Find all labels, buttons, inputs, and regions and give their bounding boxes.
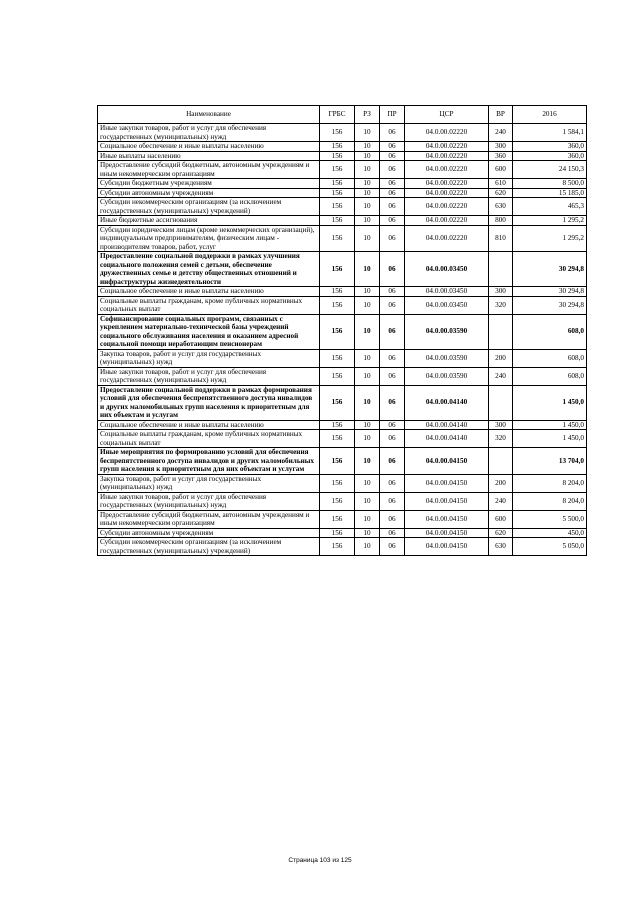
- table-row: [98, 216, 587, 226]
- cell-vr: 300: [489, 420, 513, 430]
- cell-grbs: 156: [320, 314, 355, 349]
- cell-vr: 240: [489, 124, 513, 142]
- cell-pr: 06: [380, 252, 405, 287]
- table-row: [98, 474, 587, 492]
- header-rz: РЗ: [355, 106, 380, 124]
- cell-name: Иные выплаты населению: [98, 151, 320, 161]
- cell-csr: 04.0.00.02220: [405, 151, 489, 161]
- cell-vr: 610: [489, 179, 513, 189]
- cell-vr: 320: [489, 430, 513, 448]
- table-row: [98, 151, 587, 161]
- cell-val: 8 204,0: [513, 492, 587, 510]
- cell-val: 15 185,0: [513, 188, 587, 198]
- cell-csr: 04.0.00.02220: [405, 216, 489, 226]
- cell-rz: 10: [355, 151, 380, 161]
- cell-name: Предоставление социальной поддержки в рамках формирования условий для обеспечения беспрепятственного доступа инвалидов и других маломобильных групп населения к приоритетным для них объектам и услугам: [98, 385, 320, 420]
- cell-csr: 04.0.00.02220: [405, 188, 489, 198]
- cell-vr: 320: [489, 296, 513, 314]
- cell-vr: [489, 252, 513, 287]
- cell-vr: 620: [489, 188, 513, 198]
- cell-rz: 10: [355, 430, 380, 448]
- table-row: [98, 385, 587, 420]
- cell-csr: 04.0.00.02220: [405, 142, 489, 152]
- cell-rz: 10: [355, 216, 380, 226]
- cell-val: 608,0: [513, 349, 587, 367]
- cell-pr: 06: [380, 420, 405, 430]
- table-row: [98, 225, 587, 252]
- header-csr: ЦСР: [405, 106, 489, 124]
- cell-csr: 04.0.00.04140: [405, 385, 489, 420]
- cell-rz: 10: [355, 538, 380, 556]
- cell-rz: 10: [355, 510, 380, 528]
- cell-name: Закупка товаров, работ и услуг для государственных (муниципальных) нужд: [98, 474, 320, 492]
- cell-rz: 10: [355, 225, 380, 252]
- cell-csr: 04.0.00.04150: [405, 492, 489, 510]
- cell-name: Предоставление социальной поддержки в рамках улучшения социального положения семей с детьми, обеспечение дружественных семье и детству общественных отношений и инфраструктуры жизнедеятельности: [98, 252, 320, 287]
- cell-val: 13 704,0: [513, 448, 587, 475]
- cell-rz: 10: [355, 528, 380, 538]
- cell-csr: 04.0.00.03590: [405, 314, 489, 349]
- cell-rz: 10: [355, 198, 380, 216]
- cell-name: Иные мероприятия по формированию условий для обеспечения беспрепятственного доступа инвалидов и других маломобильных групп населения к приоритетным для них объектам и услугам: [98, 448, 320, 475]
- cell-val: 1 295,2: [513, 216, 587, 226]
- cell-vr: 240: [489, 492, 513, 510]
- cell-grbs: 156: [320, 151, 355, 161]
- cell-csr: 04.0.00.02220: [405, 225, 489, 252]
- cell-name: Предоставление субсидий бюджетным, автономным учреждениям и иным некоммерческим организациям: [98, 161, 320, 179]
- cell-csr: 04.0.00.03590: [405, 349, 489, 367]
- cell-pr: 06: [380, 225, 405, 252]
- cell-vr: 360: [489, 151, 513, 161]
- cell-vr: 300: [489, 142, 513, 152]
- cell-grbs: 156: [320, 385, 355, 420]
- cell-grbs: 156: [320, 492, 355, 510]
- cell-grbs: 156: [320, 367, 355, 385]
- cell-grbs: 156: [320, 124, 355, 142]
- cell-csr: 04.0.00.02220: [405, 198, 489, 216]
- cell-vr: 630: [489, 538, 513, 556]
- cell-vr: 620: [489, 528, 513, 538]
- cell-name: Субсидии бюджетным учреждениям: [98, 179, 320, 189]
- cell-val: 30 294,8: [513, 252, 587, 287]
- table-row: [98, 188, 587, 198]
- cell-name: Субсидии некоммерческим организациям (за исключением государственных (муниципальных) учреждений): [98, 198, 320, 216]
- table-row: [98, 430, 587, 448]
- cell-grbs: 156: [320, 142, 355, 152]
- table-row: [98, 252, 587, 287]
- cell-rz: 10: [355, 420, 380, 430]
- cell-val: 608,0: [513, 314, 587, 349]
- cell-val: 5 050,0: [513, 538, 587, 556]
- cell-val: 465,3: [513, 198, 587, 216]
- header-name: Наименование: [98, 106, 320, 124]
- cell-pr: 06: [380, 124, 405, 142]
- cell-val: 1 584,1: [513, 124, 587, 142]
- cell-grbs: 156: [320, 287, 355, 297]
- cell-csr: 04.0.00.03450: [405, 287, 489, 297]
- cell-val: 30 294,8: [513, 287, 587, 297]
- cell-grbs: 156: [320, 225, 355, 252]
- cell-pr: 06: [380, 161, 405, 179]
- cell-vr: 600: [489, 510, 513, 528]
- cell-rz: 10: [355, 314, 380, 349]
- cell-rz: 10: [355, 124, 380, 142]
- cell-grbs: 156: [320, 179, 355, 189]
- cell-pr: 06: [380, 198, 405, 216]
- cell-grbs: 156: [320, 474, 355, 492]
- cell-vr: 300: [489, 287, 513, 297]
- cell-pr: 06: [380, 287, 405, 297]
- cell-val: 1 450,0: [513, 385, 587, 420]
- cell-pr: 06: [380, 430, 405, 448]
- cell-grbs: 156: [320, 538, 355, 556]
- cell-pr: 06: [380, 349, 405, 367]
- cell-csr: 04.0.00.02220: [405, 161, 489, 179]
- cell-vr: 800: [489, 216, 513, 226]
- cell-name: Субсидии юридическим лицам (кроме некоммерческих организаций), индивидуальным предпринимателям, физическим лицам - производителям товаров, работ, услуг: [98, 225, 320, 252]
- cell-grbs: 156: [320, 161, 355, 179]
- cell-csr: 04.0.00.03590: [405, 367, 489, 385]
- page-footer: Страница 103 из 125: [288, 857, 352, 864]
- cell-grbs: 156: [320, 528, 355, 538]
- cell-vr: 200: [489, 474, 513, 492]
- cell-pr: 06: [380, 538, 405, 556]
- cell-pr: 06: [380, 314, 405, 349]
- cell-name: Социальные выплаты гражданам, кроме публичных нормативных социальных выплат: [98, 296, 320, 314]
- cell-name: Закупка товаров, работ и услуг для государственных (муниципальных) нужд: [98, 349, 320, 367]
- cell-pr: 06: [380, 385, 405, 420]
- table-row: [98, 161, 587, 179]
- header-vr: ВР: [489, 106, 513, 124]
- cell-vr: 200: [489, 349, 513, 367]
- table-row: [98, 314, 587, 349]
- cell-csr: 04.0.00.03450: [405, 252, 489, 287]
- cell-val: 1 450,0: [513, 430, 587, 448]
- table-row: [98, 448, 587, 475]
- cell-val: 450,0: [513, 528, 587, 538]
- cell-rz: 10: [355, 287, 380, 297]
- cell-name: Социальное обеспечение и иные выплаты населению: [98, 420, 320, 430]
- cell-name: Социальные выплаты гражданам, кроме публичных нормативных социальных выплат: [98, 430, 320, 448]
- cell-csr: 04.0.00.02220: [405, 124, 489, 142]
- cell-val: 360,0: [513, 151, 587, 161]
- cell-pr: 06: [380, 474, 405, 492]
- cell-rz: 10: [355, 492, 380, 510]
- cell-grbs: 156: [320, 216, 355, 226]
- table-row: [98, 179, 587, 189]
- table-row: [98, 349, 587, 367]
- cell-rz: 10: [355, 252, 380, 287]
- cell-val: 24 150,3: [513, 161, 587, 179]
- cell-val: 5 500,0: [513, 510, 587, 528]
- cell-pr: 06: [380, 142, 405, 152]
- cell-pr: 06: [380, 528, 405, 538]
- table-row: [98, 142, 587, 152]
- cell-rz: 10: [355, 367, 380, 385]
- table-row: [98, 287, 587, 297]
- cell-name: Иные закупки товаров, работ и услуг для обеспечения государственных (муниципальных) нужд: [98, 367, 320, 385]
- table-body: [98, 124, 587, 556]
- cell-val: 8 500,0: [513, 179, 587, 189]
- cell-vr: 810: [489, 225, 513, 252]
- cell-grbs: 156: [320, 252, 355, 287]
- cell-val: 608,0: [513, 367, 587, 385]
- cell-pr: 06: [380, 296, 405, 314]
- cell-vr: 630: [489, 198, 513, 216]
- cell-rz: 10: [355, 188, 380, 198]
- cell-csr: 04.0.00.04140: [405, 420, 489, 430]
- table-header-row: [98, 106, 587, 124]
- cell-name: Субсидии автономным учреждениям: [98, 188, 320, 198]
- cell-rz: 10: [355, 474, 380, 492]
- cell-name: Иные закупки товаров, работ и услуг для обеспечения государственных (муниципальных) нужд: [98, 492, 320, 510]
- cell-grbs: 156: [320, 198, 355, 216]
- header-year: 2016: [513, 106, 587, 124]
- cell-csr: 04.0.00.04150: [405, 448, 489, 475]
- table-row: [98, 124, 587, 142]
- cell-vr: [489, 314, 513, 349]
- cell-name: Иные бюджетные ассигнования: [98, 216, 320, 226]
- cell-pr: 06: [380, 151, 405, 161]
- header-grbs: ГРБС: [320, 106, 355, 124]
- budget-table: [97, 105, 587, 556]
- cell-grbs: 156: [320, 448, 355, 475]
- cell-pr: 06: [380, 448, 405, 475]
- cell-pr: 06: [380, 510, 405, 528]
- cell-pr: 06: [380, 179, 405, 189]
- cell-pr: 06: [380, 188, 405, 198]
- cell-rz: 10: [355, 448, 380, 475]
- cell-rz: 10: [355, 142, 380, 152]
- cell-grbs: 156: [320, 188, 355, 198]
- cell-rz: 10: [355, 179, 380, 189]
- cell-grbs: 156: [320, 349, 355, 367]
- cell-name: Субсидии некоммерческим организациям (за исключением государственных (муниципальных) учреждений): [98, 538, 320, 556]
- table-row: [98, 538, 587, 556]
- cell-val: 360,0: [513, 142, 587, 152]
- cell-val: 1 450,0: [513, 420, 587, 430]
- table-row: [98, 296, 587, 314]
- cell-rz: 10: [355, 349, 380, 367]
- cell-name: Социальное обеспечение и иные выплаты населению: [98, 142, 320, 152]
- cell-grbs: 156: [320, 296, 355, 314]
- cell-csr: 04.0.00.02220: [405, 179, 489, 189]
- cell-val: 8 204,0: [513, 474, 587, 492]
- table-row: [98, 492, 587, 510]
- cell-csr: 04.0.00.03450: [405, 296, 489, 314]
- table-row: [98, 420, 587, 430]
- cell-csr: 04.0.00.04140: [405, 430, 489, 448]
- cell-rz: 10: [355, 161, 380, 179]
- cell-grbs: 156: [320, 510, 355, 528]
- cell-name: Субсидии автономным учреждениям: [98, 528, 320, 538]
- cell-csr: 04.0.00.04150: [405, 474, 489, 492]
- table-row: [98, 198, 587, 216]
- cell-vr: [489, 385, 513, 420]
- cell-csr: 04.0.00.04150: [405, 510, 489, 528]
- cell-name: Софинансирование социальных программ, связанных с укреплением материально-технической базы учреждений социального обслуживания населения и оказанием адресной социальной помощи неработающим пенсионерам: [98, 314, 320, 349]
- cell-vr: 240: [489, 367, 513, 385]
- cell-grbs: 156: [320, 420, 355, 430]
- table-row: [98, 528, 587, 538]
- cell-val: 1 295,2: [513, 225, 587, 252]
- cell-rz: 10: [355, 296, 380, 314]
- cell-name: Иные закупки товаров, работ и услуг для обеспечения государственных (муниципальных) нужд: [98, 124, 320, 142]
- cell-pr: 06: [380, 216, 405, 226]
- table-row: [98, 510, 587, 528]
- cell-grbs: 156: [320, 430, 355, 448]
- cell-pr: 06: [380, 367, 405, 385]
- cell-vr: [489, 448, 513, 475]
- cell-csr: 04.0.00.04150: [405, 538, 489, 556]
- cell-name: Социальное обеспечение и иные выплаты населению: [98, 287, 320, 297]
- cell-name: Предоставление субсидий бюджетным, автономным учреждениям и иным некоммерческим организациям: [98, 510, 320, 528]
- cell-pr: 06: [380, 492, 405, 510]
- cell-vr: 600: [489, 161, 513, 179]
- cell-csr: 04.0.00.04150: [405, 528, 489, 538]
- table-row: [98, 367, 587, 385]
- cell-rz: 10: [355, 385, 380, 420]
- cell-val: 30 294,8: [513, 296, 587, 314]
- header-pr: ПР: [380, 106, 405, 124]
